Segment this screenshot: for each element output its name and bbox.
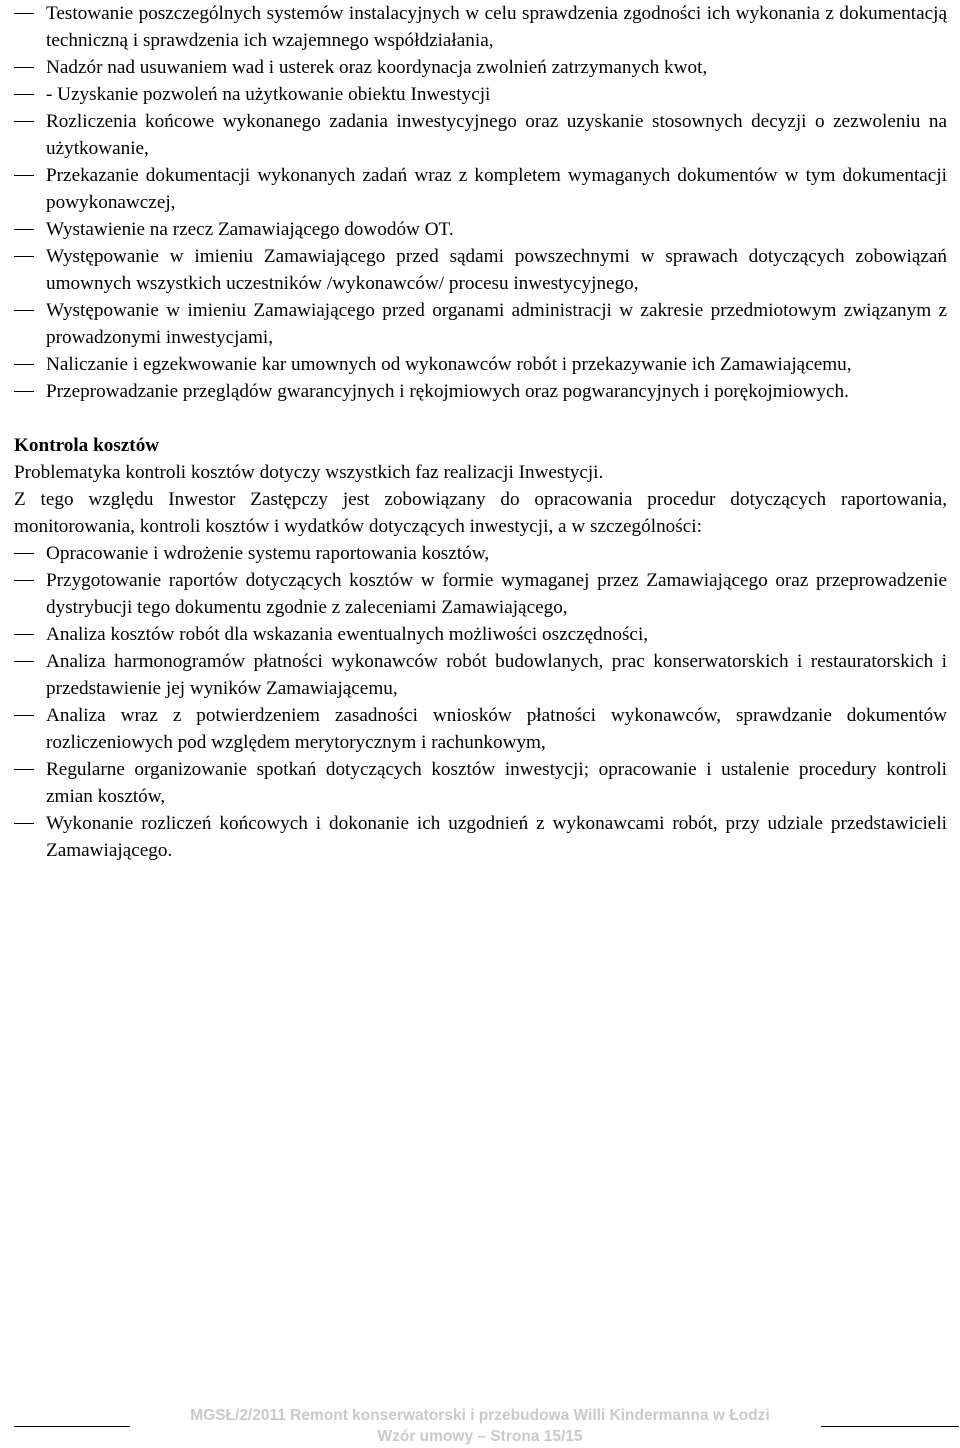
list-item — [14, 378, 947, 405]
section-intro: Problematyka kontroli kosztów dotyczy wszystkich faz realizacji Inwestycji. — [14, 462, 604, 483]
dash-bullet-icon — [14, 67, 34, 68]
list-item — [14, 81, 947, 108]
dash-bullet-icon — [14, 661, 34, 662]
dash-bullet-icon — [14, 13, 34, 14]
dash-bullet-icon — [14, 823, 34, 824]
list-item-text: Występowanie w imieniu Zamawiającego przed organami administracji w zakresie przedmiotowym związanym z prowadzonymi inwestycjami, — [46, 300, 947, 348]
list-item — [14, 108, 947, 162]
responsibilities-list — [14, 0, 947, 405]
list-item — [14, 540, 947, 567]
dash-bullet-icon — [14, 553, 34, 554]
list-item-text: Analiza wraz z potwierdzeniem zasadności wniosków płatności wykonawców, sprawdzanie dokumentów rozliczeniowych pod względem merytorycznym i rachunkowym, — [46, 705, 947, 753]
list-item — [14, 297, 947, 351]
dash-bullet-icon — [14, 580, 34, 581]
list-item-text: Wykonanie rozliczeń końcowych i dokonanie ich uzgodnień z wykonawcami robót, przy udziale przedstawicieli Zamawiającego. — [46, 813, 947, 861]
list-item — [14, 810, 947, 864]
dash-bullet-icon — [14, 229, 34, 230]
dash-bullet-icon — [14, 364, 34, 365]
list-item — [14, 567, 947, 621]
list-item — [14, 756, 947, 810]
section-lead: Z tego względu Inwestor Zastępczy jest zobowiązany do opracowania procedur dotyczących raportowania, monitorowania, kontroli kosztów i wydatków dotyczących inwestycji, a w szczególności: — [14, 489, 947, 537]
dash-bullet-icon — [14, 121, 34, 122]
list-item-text: Analiza harmonogramów płatności wykonawców robót budowlanych, prac konserwatorskich i restauratorskich i przedstawienie jej wyników Zamawiającemu, — [46, 651, 947, 699]
list-item — [14, 702, 947, 756]
list-item-text: Przeprowadzanie przeglądów gwarancyjnych i rękojmiowych oraz pogwarancyjnych i porękojmiowych. — [46, 381, 849, 402]
dash-bullet-icon — [14, 175, 34, 176]
list-item-text: Występowanie w imieniu Zamawiającego przed sądami powszechnymi w sprawach dotyczących zobowiązań umownych wszystkich uczestników /wykonawców/ procesu inwestycyjnego, — [46, 246, 947, 294]
list-item-text: Testowanie poszczególnych systemów instalacyjnych w celu sprawdzenia zgodności ich wykonania z dokumentacją techniczną i sprawdzenia ich wzajemnego współdziałania, — [46, 3, 947, 51]
section-heading: Kontrola kosztów — [14, 435, 160, 456]
list-item — [14, 351, 947, 378]
list-item — [14, 162, 947, 216]
list-item-text: Opracowanie i wdrożenie systemu raportowania kosztów, — [46, 543, 490, 564]
dash-bullet-icon — [14, 715, 34, 716]
list-item-text: Wystawienie na rzecz Zamawiającego dowodów OT. — [46, 219, 454, 240]
dash-bullet-icon — [14, 310, 34, 311]
list-item — [14, 54, 947, 81]
list-item — [14, 216, 947, 243]
list-item-text: - Uzyskanie pozwoleń na użytkowanie obiektu Inwestycji — [46, 84, 491, 105]
list-item-text: Nadzór nad usuwaniem wad i usterek oraz koordynacja zwolnień zatrzymanych kwot, — [46, 57, 708, 78]
list-item-text: Regularne organizowanie spotkań dotyczących kosztów inwestycji; opracowanie i ustalenie procedury kontroli zmian kosztów, — [46, 759, 947, 807]
list-item-text: Naliczanie i egzekwowanie kar umownych od wykonawców robót i przekazywanie ich Zamawiającemu, — [46, 354, 852, 375]
list-item-text: Przekazanie dokumentacji wykonanych zadań wraz z kompletem wymaganych dokumentów w tym dokumentacji powykonawczej, — [46, 165, 947, 213]
page-footer — [0, 1405, 960, 1447]
dash-bullet-icon — [14, 391, 34, 392]
list-item — [14, 621, 947, 648]
list-item-text: Analiza kosztów robót dla wskazania ewentualnych możliwości oszczędności, — [46, 624, 649, 645]
document-body — [14, 0, 947, 864]
dash-bullet-icon — [14, 256, 34, 257]
list-item — [14, 0, 947, 54]
footer-title: MGSŁ/2/2011 Remont konserwatorski i przebudowa Willi Kindermanna w Łodzi — [190, 1407, 770, 1424]
dash-bullet-icon — [14, 94, 34, 95]
list-item — [14, 243, 947, 297]
list-item — [14, 648, 947, 702]
footer-page-number: Wzór umowy – Strona 15/15 — [377, 1428, 583, 1445]
dash-bullet-icon — [14, 634, 34, 635]
dash-bullet-icon — [14, 769, 34, 770]
cost-control-list — [14, 540, 947, 864]
list-item-text: Przygotowanie raportów dotyczących kosztów w formie wymaganej przez Zamawiającego oraz przeprowadzenie dystrybucji tego dokumentu zgodnie z zaleceniami Zamawiającego, — [46, 570, 947, 618]
list-item-text: Rozliczenia końcowe wykonanego zadania inwestycyjnego oraz uzyskanie stosownych decyzji o zezwoleniu na użytkowanie, — [46, 111, 947, 159]
